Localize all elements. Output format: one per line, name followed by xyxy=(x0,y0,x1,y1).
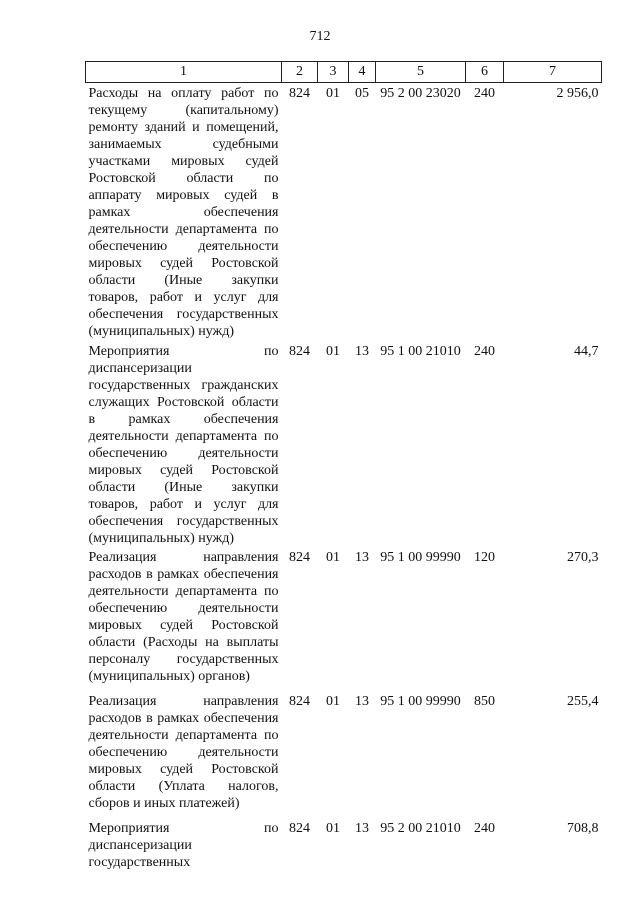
row-section-code: 01 xyxy=(326,550,340,565)
table-row xyxy=(86,691,602,818)
row-ministry-code: 824 xyxy=(289,86,310,101)
header-row xyxy=(86,62,602,83)
row-subsection-code: 13 xyxy=(355,821,369,836)
row-target-article: 95 1 00 99990 xyxy=(380,694,461,709)
budget-table xyxy=(85,61,602,871)
row-description: Реализация направления расходов в рамках обеспечения деятельности департамента по обеспечению деятельности мировых судей Ростовской области (Расходы на выплаты персоналу государственных (муниципальных) органов) xyxy=(88,550,279,684)
table-row xyxy=(86,83,602,342)
row-description: Мероприятия по диспансеризации государственных гражданских служащих Ростовской области в рамках обеспечения деятельности департамента по обеспечению деятельности мировых судей Ростовской области (Иные закупки товаров, работ и услуг для обеспечения государственных (муниципальных) нужд) xyxy=(88,344,279,546)
row-ministry-code: 824 xyxy=(289,821,310,836)
table-header xyxy=(86,62,602,83)
header-col-5: 5 xyxy=(376,62,466,83)
header-col-3: 3 xyxy=(318,62,349,83)
table-row xyxy=(86,547,602,691)
row-ministry-code: 824 xyxy=(289,550,310,565)
table-row xyxy=(86,818,602,871)
row-section-code: 01 xyxy=(326,694,340,709)
row-amount: 255,4 xyxy=(567,694,599,709)
row-target-article: 95 2 00 23020 xyxy=(380,86,461,101)
row-ministry-code: 824 xyxy=(289,694,310,709)
row-target-article: 95 2 00 21010 xyxy=(380,821,461,836)
row-section-code: 01 xyxy=(326,821,340,836)
row-subsection-code: 13 xyxy=(355,344,369,359)
row-expense-type: 850 xyxy=(474,694,495,709)
row-subsection-code: 13 xyxy=(355,694,369,709)
row-target-article: 95 1 00 21010 xyxy=(380,344,461,359)
row-target-article: 95 1 00 99990 xyxy=(380,550,461,565)
row-amount: 44,7 xyxy=(574,344,599,359)
page-number: 712 xyxy=(309,29,331,44)
row-amount: 270,3 xyxy=(567,550,599,565)
table-row xyxy=(86,341,602,547)
row-description: Реализация направления расходов в рамках обеспечения деятельности департамента по обеспечению деятельности мировых судей Ростовской области (Уплата налогов, сборов и иных платежей) xyxy=(88,694,279,811)
row-subsection-code: 05 xyxy=(355,86,369,101)
row-description: Расходы на оплату работ по текущему (капитальному) ремонту зданий и помещений, занимаемых судебными участками мировых судей Ростовской области по аппарату мировых судей в рамках обеспечения деятельности департамента по обеспечению деятельности мировых судей Ростовской области (Иные закупки товаров, работ и услуг для обеспечения государственных (муниципальных) нужд) xyxy=(88,86,279,339)
row-expense-type: 240 xyxy=(474,344,495,359)
row-amount: 708,8 xyxy=(567,821,599,836)
row-section-code: 01 xyxy=(326,344,340,359)
row-section-code: 01 xyxy=(326,86,340,101)
row-expense-type: 240 xyxy=(474,821,495,836)
row-expense-type: 240 xyxy=(474,86,495,101)
row-ministry-code: 824 xyxy=(289,344,310,359)
header-col-6: 6 xyxy=(466,62,504,83)
header-col-2: 2 xyxy=(282,62,318,83)
row-subsection-code: 13 xyxy=(355,550,369,565)
row-amount: 2 956,0 xyxy=(556,86,599,101)
header-col-7: 7 xyxy=(504,62,602,83)
row-description: Мероприятия по диспансеризации государственных xyxy=(88,821,279,870)
header-col-1: 1 xyxy=(86,62,282,83)
header-col-4: 4 xyxy=(349,62,376,83)
row-expense-type: 120 xyxy=(474,550,495,565)
